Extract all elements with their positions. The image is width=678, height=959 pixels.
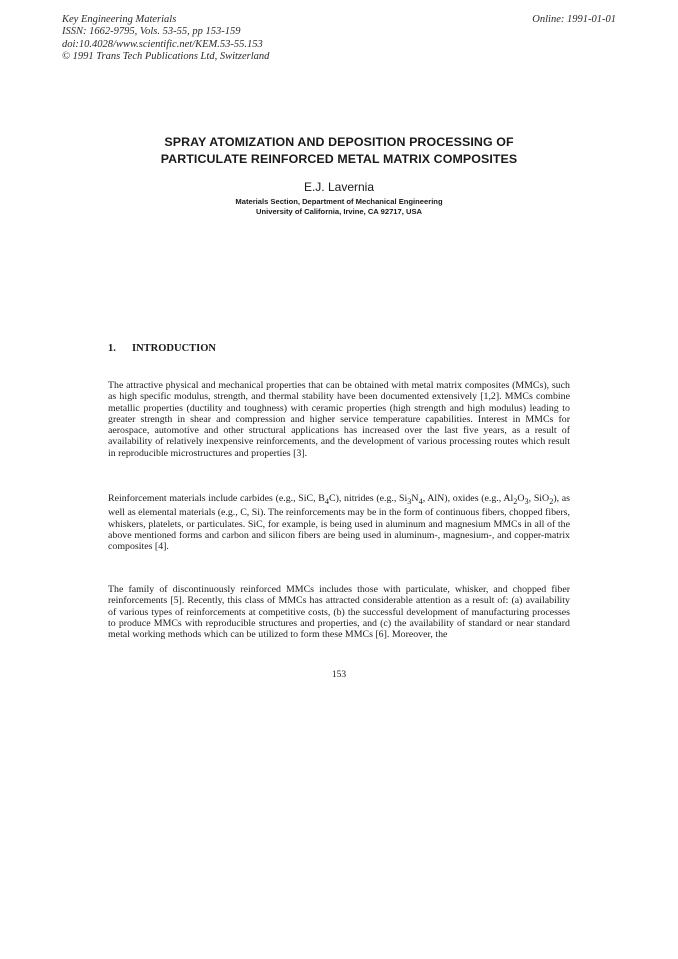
affiliation-line: Materials Section, Department of Mechanical Engineering [235,197,443,206]
author-name: E.J. Lavernia [303,180,375,194]
page-number: 153 [331,670,347,680]
journal-copyright: © 1991 Trans Tech Publications Ltd, Switzerland [62,50,270,62]
journal-issn: ISSN: 1662-9795, Vols. 53-55, pp 153-159 [62,26,241,38]
section-title: INTRODUCTION [132,343,217,354]
online-date: Online: 1991-01-01 [532,14,616,25]
paper-title-line: SPRAY ATOMIZATION AND DEPOSITION PROCESSING OF [164,135,514,149]
paper-title [62,134,616,168]
body-paragraph-1: The attractive physical and mechanical properties that can be obtained with metal matrix composites (MMCs), such as high specific modulus, strength, and thermal stability have been documented extensively [1,2]. MMCs combine metallic properties (ductility and toughness) with ceramic properties (high strength and high modulus) leading to greater strength in shear and compression and higher service temperature capabilities. Interest in MMCs for aerospace, automotive and other structural applications has increased over the last five years, as a result of availability of relatively inexpensive reinforcements, and the development of various processing routes which result in reproducible microstructures and properties [3]. [108,380,570,459]
section-heading [108,343,216,354]
journal-doi[interactable]: doi:10.4028/www.scientific.net/KEM.53-55.153 [62,38,263,50]
section-number: 1. [108,343,116,354]
body-paragraph-3: The family of discontinuously reinforced MMCs includes those with particulate, whisker, and chopped fiber reinforcements [5]. Recently, this class of MMCs has attracted considerable attention as a result of: (a) availability of various types of reinforcements at competitive costs, (b) the successful development of manufacturing processes to produce MMCs with reproducible structures and properties, and (c) the availability of standard or near standard metal working methods which can be utilized to form these MMCs [6]. Moreover, the [108,584,570,641]
paper-title-line: PARTICULATE REINFORCED METAL MATRIX COMPOSITES [160,152,518,166]
author-affiliation [62,197,616,218]
journal-header [62,14,269,63]
body-paragraph-2: Reinforcement materials include carbides (e.g., SiC, $B_4C$), nitrides (e.g., $Si_3N_4$, AlN), oxides (e.g., $Al_2O_3$, SiO$_2$), as well as elemental materials (e.g., C, Si). The reinforcements may be in the form of continuous fibers, chopped fibers, whiskers, platelets, or particulates. SiC, for example, is being used in aluminum and magnesium MMCs in all of the above mentioned forms and carbon and silicon fibers are being used in aluminum-, magnesium-, and copper-matrix composites [4]. [108,493,570,553]
journal-name: Key Engineering Materials [62,14,177,25]
affiliation-line: University of California, Irvine, CA 92717, USA [256,207,422,217]
